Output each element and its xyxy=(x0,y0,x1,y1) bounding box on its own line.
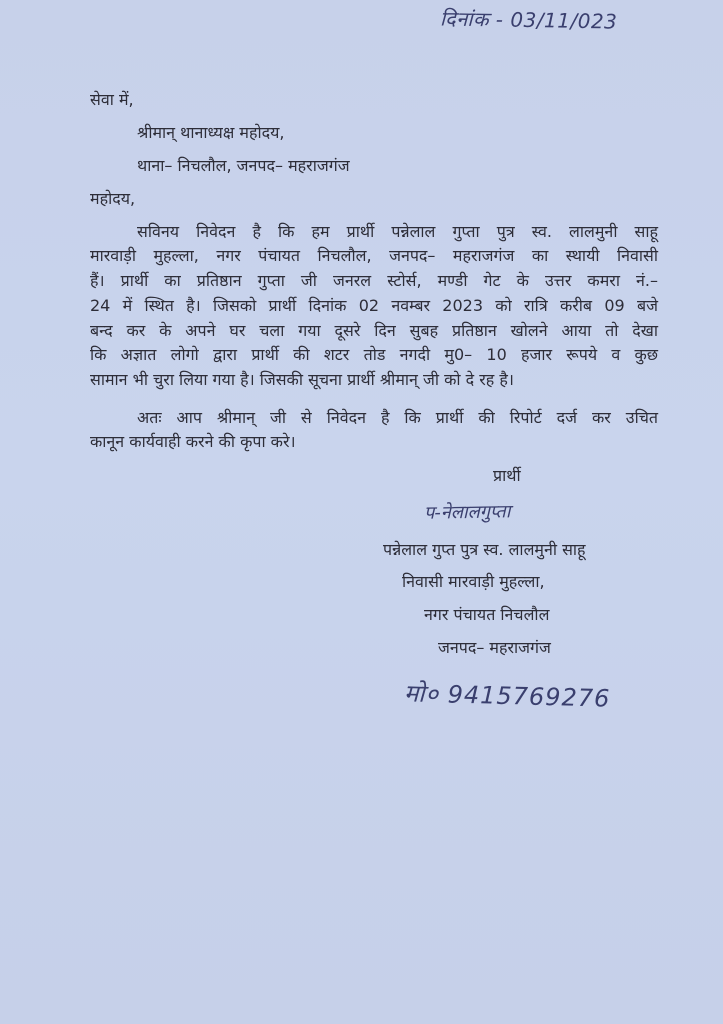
paragraph-1-line-1: सविनय निवेदन है कि हम प्रार्थी पन्नेलाल गुप्ता पुत्र स्व. लालमुनी साहू xyxy=(137,222,658,241)
paragraph-1-line-4: 24 में स्थित है। जिसको प्रार्थी दिनांक 02 नवम्बर 2023 को रात्रि करीब 09 बजे xyxy=(90,296,658,315)
addressee-line-2: थाना– निचलौल, जनपद– महराजगंज xyxy=(137,156,350,175)
paragraph-2-line-1: अतः आप श्रीमान् जी से निवेदन है कि प्रार्थी की रिपोर्ट दर्ज कर उचित xyxy=(137,408,658,427)
handwritten-signature: प-नेलालगुप्ता xyxy=(423,501,511,524)
sender-line-3: नगर पंचायत निचलौल xyxy=(424,605,550,624)
sender-line-4: जनपद– महराजगंज xyxy=(438,638,551,657)
paragraph-1-line-3: हैं। प्रार्थी का प्रतिष्ठान गुप्ता जी जनरल स्टोर्स, मण्डी गेट के उत्तर कमरा नं.– xyxy=(90,271,658,290)
paragraph-1-line-7: सामान भी चुरा लिया गया है। जिसकी सूचना प्रार्थी श्रीमान् जी को दे रह है। xyxy=(90,370,514,389)
closing-label: प्रार्थी xyxy=(493,466,521,485)
paragraph-1-line-2: मारवाड़ी मुहल्ला, नगर पंचायत निचलौल, जनपद– महराजगंज का स्थायी निवासी xyxy=(90,246,658,265)
sender-line-1: पन्नेलाल गुप्त पुत्र स्व. लालमुनी साहू xyxy=(383,540,586,559)
sender-line-2: निवासी मारवाड़ी मुहल्ला, xyxy=(402,572,545,591)
paragraph-1-line-5: बन्द कर के अपने घर चला गया दूसरे दिन सुबह प्रतिष्ठान खोलने आया तो देखा xyxy=(90,321,658,340)
paragraph-2-line-2: कानून कार्यवाही करने की कृपा करे। xyxy=(90,432,296,451)
handwritten-mobile-number: मो० 9415769276 xyxy=(403,679,611,713)
paragraph-1-line-6: कि अज्ञात लोगो द्वारा प्रार्थी की शटर तोड नगदी मु0– 10 हजार रूपये व कुछ xyxy=(90,345,658,364)
handwritten-date: दिनांक - 03/11/023 xyxy=(439,6,618,34)
addressee-line-1: श्रीमान् थानाध्यक्ष महोदय, xyxy=(137,123,285,142)
salutation: महोदय, xyxy=(90,189,136,208)
addressee-greeting: सेवा में, xyxy=(90,90,134,109)
